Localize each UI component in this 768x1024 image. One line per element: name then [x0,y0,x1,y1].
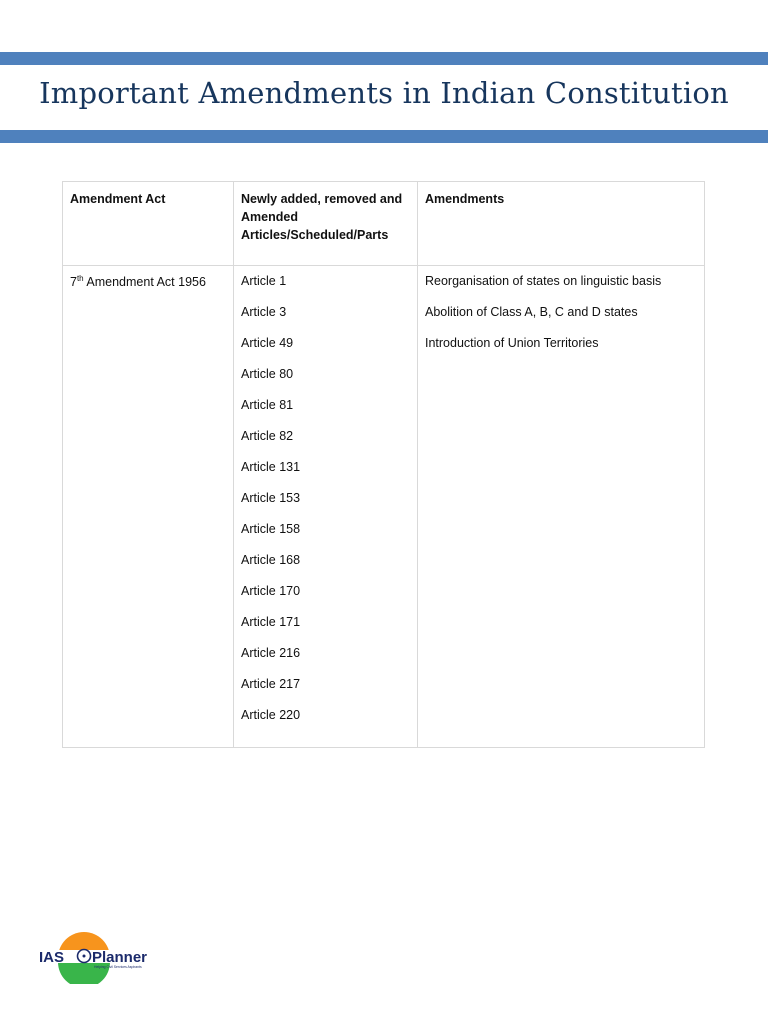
logo-text-ias: IAS [39,949,65,966]
header-amendment-act: Amendment Act [63,182,234,266]
article-item: Article 131 [241,460,301,474]
top-accent-band [0,52,768,65]
amendment-item: Abolition of Class A, B, C and D states [425,305,638,319]
logo-graphic [38,932,178,984]
article-item: Article 80 [241,367,294,381]
act-ordinal-suffix: th [76,274,84,283]
act-number: 7 [70,275,77,290]
article-item: Article 171 [241,615,301,629]
article-item: Article 216 [241,646,301,660]
table-header-row [63,182,705,266]
article-item: Article 81 [241,398,294,412]
article-item: Article 82 [241,429,294,443]
article-item: Article 158 [241,522,301,536]
act-name: Amendment Act 1956 [83,275,206,290]
article-item: Article 217 [241,677,301,691]
bottom-accent-band [0,130,768,143]
article-item: Article 168 [241,553,301,567]
article-item: Article 153 [241,491,301,505]
logo-tagline: Helping Civil Services Aspirants [94,965,142,969]
cell-articles [234,266,418,748]
article-item: Article 170 [241,584,301,598]
ias-planner-logo [38,932,178,984]
article-item: Article 1 [241,274,287,288]
logo-text-planner: Planner [92,949,148,966]
cell-amendment-act [63,266,234,748]
header-amendments: Amendments [418,182,705,266]
amendment-item: Introduction of Union Territories [425,336,599,350]
cell-amendments [418,266,705,748]
page-title: Important Amendments in Indian Constitution [39,76,729,110]
article-item: Article 3 [241,305,287,319]
header-articles: Newly added, removed and Amended Articles/Scheduled/Parts [234,182,418,266]
amendments-list [425,274,697,367]
amendment-item: Reorganisation of states on linguistic basis [425,274,662,288]
amendments-table [62,181,705,748]
article-item: Article 49 [241,336,294,350]
table-row [63,266,705,748]
article-item: Article 220 [241,708,301,722]
articles-list [241,274,410,739]
